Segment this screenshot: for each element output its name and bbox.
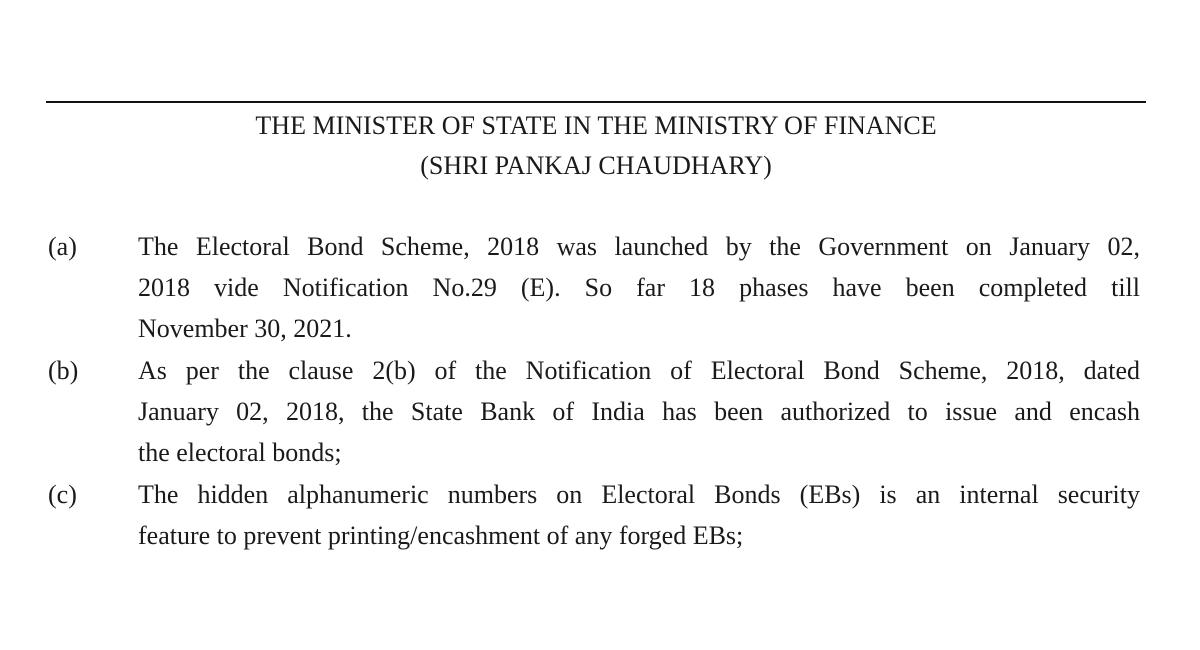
text-line: November 30, 2021. (138, 314, 352, 343)
item-text (138, 226, 1140, 349)
text-line: January 02, 2018, the State Bank of India has been authorized to issue and encash (138, 397, 1140, 426)
item-text (138, 350, 1140, 473)
text-line: 2018 vide Notification No.29 (E). So far 18 phases have been completed till (138, 273, 1140, 302)
item-marker: (c) (48, 480, 77, 509)
item-text (138, 474, 1140, 556)
speaker-name: (SHRI PANKAJ CHAUDHARY) (420, 151, 772, 180)
text-line: feature to prevent printing/encashment of any forged EBs; (138, 521, 744, 550)
text-line: The Electoral Bond Scheme, 2018 was launched by the Government on January 02, (138, 232, 1140, 261)
text-line: The hidden alphanumeric numbers on Electoral Bonds (EBs) is an internal security (138, 480, 1140, 509)
text-line: As per the clause 2(b) of the Notification of Electoral Bond Scheme, 2018, dated (138, 356, 1140, 385)
text-line: the electoral bonds; (138, 438, 342, 467)
item-marker: (b) (48, 356, 79, 385)
item-marker: (a) (48, 232, 77, 261)
speaker-title: THE MINISTER OF STATE IN THE MINISTRY OF FINANCE (255, 111, 937, 140)
horizontal-rule (46, 101, 1146, 103)
